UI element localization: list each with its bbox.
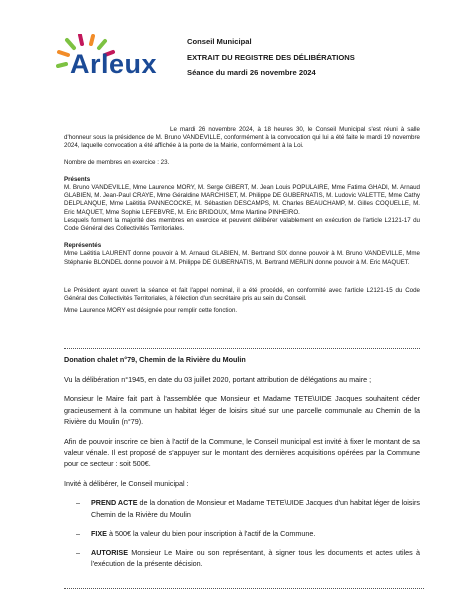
quorum-statement: Lesquels forment la majorité des membres en exercice et peuvent délibérer valablement en exécution de l'article L2121-17 du Code Général des Collectivités Territoriales. [64,216,420,233]
section-divider [64,348,420,349]
intro-paragraph: Le mardi 26 novembre 2024, à 18 heures 30, le Conseil Municipal s'est réuni à salle d'honneur sous la présidence de M. Bruno VANDEVILLE, conformément à la convocation qui lui a été faite le mardi 19 novembre 2024, laquelle convocation a été affichée à la porte de la Mairie, conformément à la Loi. [64,126,420,150]
members-count: Nombre de membres en exercice : 23. [64,158,170,166]
decision-verb: PREND ACTE [91,498,138,508]
session-date: Séance du mardi 26 novembre 2024 [187,68,316,77]
decision-text: à 500€ la valeur du bien pour inscription à l'actif de la Commune. [106,528,316,538]
decision-text: Monsieur Le Maire ou son représentant, à signer tous les documents et actes utiles à l'exécution de la présente décision. [91,547,420,569]
minutes-preamble [64,126,420,315]
document-title: EXTRAIT DU REGISTRE DES DÉLIBÉRATIONS [187,52,355,62]
decision-text: de la donation de Monsieur et Madame TETE\UIDE Jacques d'un habitat léger de loisirs Chemin de la Rivière du Moulin [91,498,420,519]
deliberation-section [64,354,420,577]
footer-divider [64,588,424,589]
deliberation-title: Donation chalet n°79, Chemin de la Rivière du Moulin [64,355,246,364]
presents-list: M. Bruno VANDEVILLE, Mme Laurence MORY, M. Serge GIBERT, M. Jean Louis POPULAIRE, Mme Fatima GHADI, M. Arnaud GLABIEN, M. Jean-Paul CRAYE, Mme Géraldine MARCHISET, M. Philippe DE GUBERNATIS, M. Ludovic VALETTE, Mme Cathy DELPLANQUE, Mme Laëtitia PANNECOCKE, M. Sébastien DESCAMPS, M. Charles BEAUCHAMP, M. Gilles COQUELLE, M. Eric MAQUET, Mme Sophie LEFEBVRE, M. Eric BRIDOUX, Mme Martine PINHEIRO. [64,184,420,216]
decision-item [64,497,420,519]
dash-bullet: – [76,547,80,557]
representes-heading: Représentés [64,242,102,250]
decision-list [64,497,420,569]
deliberation-invite: Invité à délibérer, le Conseil municipal : [64,478,189,488]
dash-bullet: – [76,528,80,538]
deliberation-context: Monsieur le Maire fait part à l'assemblée que Monsieur et Madame TETE\UIDE Jacques souhaitent céder gracieusement à la commune un habitat léger de loisirs situé sur une parcelle communale au Chemin de la Rivière du Moulin (n°79). [64,394,420,426]
deliberation-valuation: Afin de pouvoir inscrire ce bien à l'actif de la Commune, le Conseil municipal est invité à fixer le montant de sa valeur vénale. Il est proposé de s'appuyer sur le montant des dernières acquisitions opérées par la Commune pour ce secteur : soit 500€. [64,436,420,468]
representes-list: Mme Laëtitia LAURENT donne pouvoir à M. Arnaud GLABIEN, M. Bertrand SIX donne pouvoir à M. Bruno VANDEVILLE, Mme Stéphanie BLONDEL donne pouvoir à M. Philippe DE GUBERNATIS, M. Bertrand MERLIN donne pouvoir à M. Eric MAQUET. [64,250,420,266]
deliberation-vu: Vu la délibération n°1945, en date du 03 juillet 2020, portant attribution de délégations au maire ; [64,374,372,384]
logo-wordmark: Arleux [70,49,158,79]
decision-verb: FIXE [91,528,107,538]
presents-heading: Présents [64,175,91,183]
decision-item [64,547,420,569]
decision-item [64,528,420,539]
decision-verb: AUTORISE [91,547,129,557]
secretaire-line: Mme Laurence MORY est désignée pour remplir cette fonction. [64,307,238,315]
document-header [187,37,427,84]
dash-bullet: – [76,498,80,508]
council-name: Conseil Municipal [187,37,252,46]
appel-paragraph: Le Président ayant ouvert la séance et fait l'appel nominal, il a été procédé, en conformité avec l'article L2121-15 du Code Général des Collectivités Territoriales, à l'élection d'un secrétaire pris au sein du Conseil. [64,286,420,303]
